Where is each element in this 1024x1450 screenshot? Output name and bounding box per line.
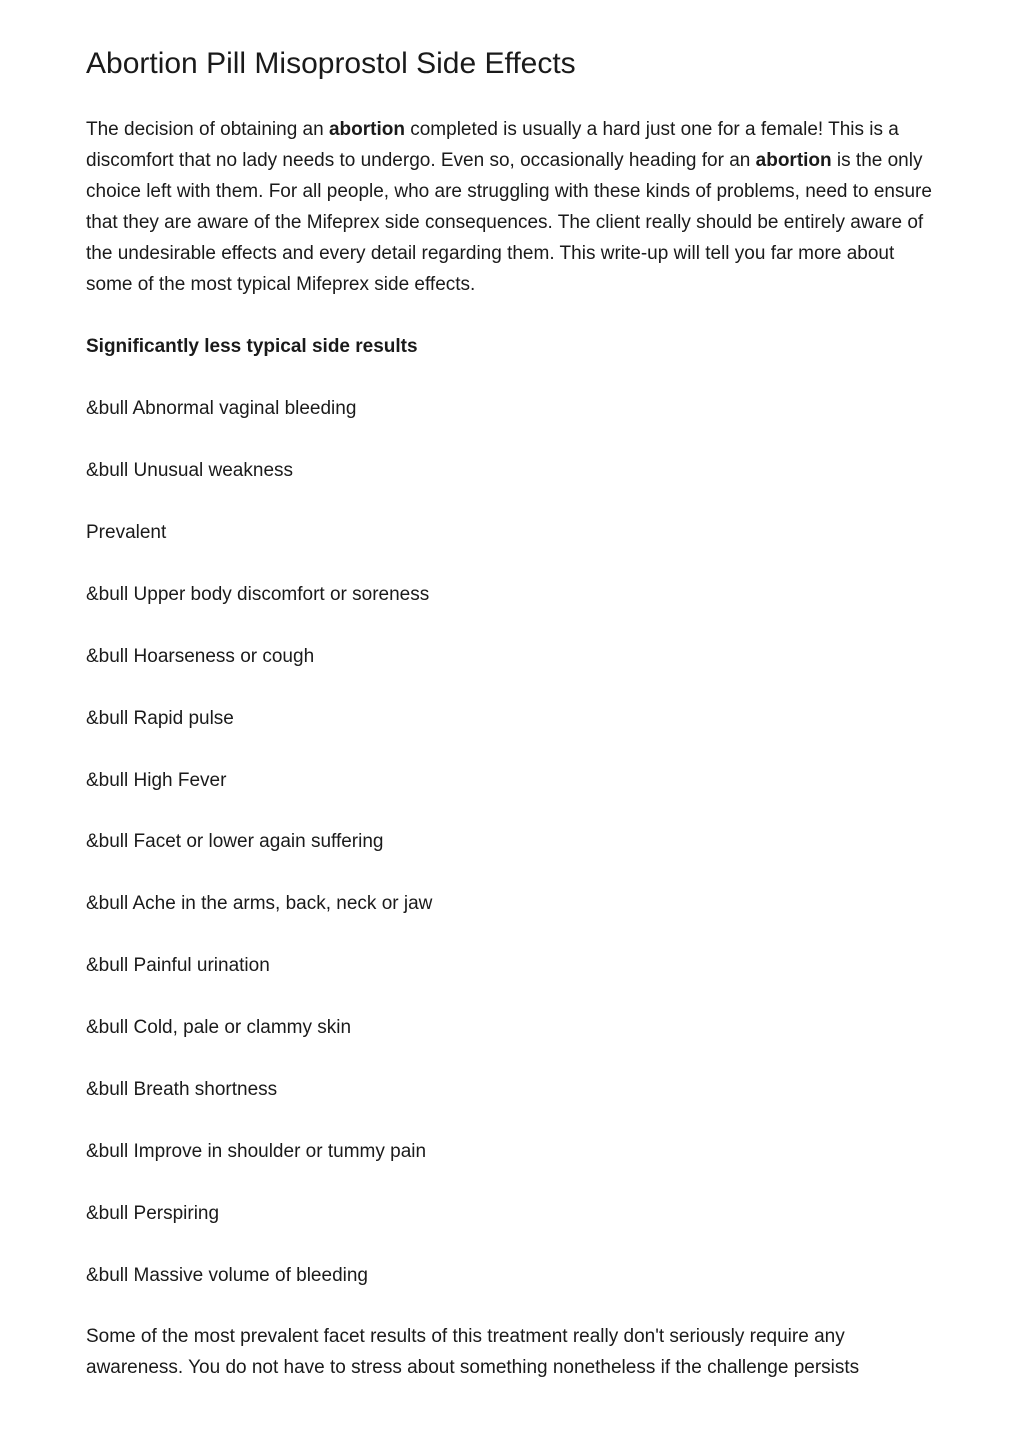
list-item-less-common: &bull Unusual weakness: [86, 460, 294, 481]
page-title: Abortion Pill Misoprostol Side Effects: [86, 47, 576, 80]
section-heading: Significantly less typical side results: [86, 336, 418, 357]
list-item-prevalent: &bull Ache in the arms, back, neck or jaw: [86, 893, 433, 914]
list-item-less-common: &bull Abnormal vaginal bleeding: [86, 398, 357, 419]
list-item-prevalent: &bull Massive volume of bleeding: [86, 1265, 368, 1286]
intro-text-3: is the only choice left with them. For all people, who are struggling with these kinds of problems, need to ensure that they are aware of the Mifeprex side consequences. The client really should be entirely aware of the undesirable effects and every detail regarding them. This write-up will tell you far more about some of the most typical Mifeprex side effects.: [86, 150, 932, 295]
list-item-prevalent: &bull Hoarseness or cough: [86, 646, 315, 667]
list-item-prevalent: &bull Cold, pale or clammy skin: [86, 1017, 352, 1038]
list-item-prevalent: &bull Painful urination: [86, 955, 270, 976]
list-item-prevalent: &bull Facet or lower again suffering: [86, 831, 384, 852]
list-item-prevalent: &bull Rapid pulse: [86, 708, 234, 729]
closing-paragraph: Some of the most prevalent facet results of this treatment really don't seriously require any awareness. You do not have to stress about something nonetheless if the challenge persists: [86, 1326, 860, 1378]
list-item-prevalent: &bull Perspiring: [86, 1203, 220, 1224]
prevalent-heading: Prevalent: [86, 522, 167, 543]
intro-paragraph: [86, 114, 946, 300]
list-item-prevalent: &bull High Fever: [86, 770, 227, 791]
intro-bold-abortion-1: abortion: [328, 119, 405, 140]
intro-text-2: completed is usually a hard just one for a female! This is a discomfort that no lady needs to undergo. Even so, occasionally heading for an: [86, 119, 899, 171]
list-item-prevalent: &bull Breath shortness: [86, 1079, 278, 1100]
intro-bold-abortion-2: abortion: [755, 150, 832, 171]
list-item-prevalent: &bull Improve in shoulder or tummy pain: [86, 1141, 427, 1162]
intro-text-1: The decision of obtaining an: [86, 119, 329, 140]
list-item-prevalent: &bull Upper body discomfort or soreness: [86, 584, 430, 605]
